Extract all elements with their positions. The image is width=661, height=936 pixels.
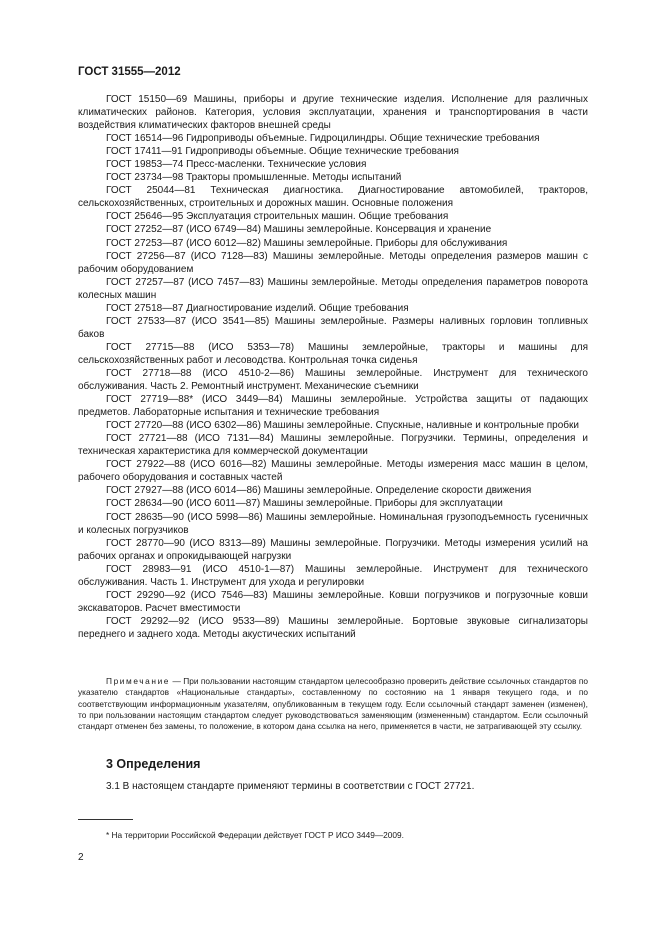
reference-item: ГОСТ 27533—87 (ИСО 3541—85) Машины землеройные. Размеры наливных горловин топливных баков [78,315,588,340]
section-heading: 3 Определения [106,757,201,771]
reference-item: ГОСТ 17411—91 Гидроприводы объемные. Общие технические требования [106,146,459,158]
section-paragraph: 3.1 В настоящем стандарте применяют термины в соответствии с ГОСТ 27721. [106,781,475,792]
reference-item: ГОСТ 27257—87 (ИСО 7457—83) Машины землеройные. Методы определения параметров поворота колесных машин [78,276,588,301]
reference-item: ГОСТ 16514—96 Гидроприводы объемные. Гидроцилиндры. Общие технические требования [106,133,540,145]
reference-item: ГОСТ 27715—88 (ИСО 5353—78) Машины землеройные, тракторы и машины для сельскохозяйственных работ и лесоводства. Контрольная точка сиденья [78,341,588,366]
reference-item: ГОСТ 27256—87 (ИСО 7128—83) Машины землеройные. Методы определения размеров машин с рабочим оборудованием [78,250,588,275]
reference-item: ГОСТ 27721—88 (ИСО 7131—84) Машины землеройные. Погрузчики. Термины, определения и техническая характеристика для коммерческой документации [78,433,588,458]
page-number: 2 [78,852,84,863]
reference-item: ГОСТ 27720—88 (ИСО 6302—86) Машины землеройные. Спускные, наливные и контрольные пробки [106,420,579,432]
reference-item: ГОСТ 27718—88 (ИСО 4510-2—86) Машины землеройные. Инструмент для технического обслуживания. Часть 2. Ремонтный инструмент. Механические съемники [78,367,588,393]
reference-item: ГОСТ 28635—90 (ИСО 5998—86) Машины землеройные. Номинальная грузоподъемность гусеничных и колесных погрузчиков [78,511,588,536]
reference-item: ГОСТ 28770—90 (ИСО 8313—89) Машины землеройные. Погрузчики. Методы измерения усилий на рабочих органах и опрокидывающей нагрузки [78,537,588,562]
reference-item: ГОСТ 29290—92 (ИСО 7546—83) Машины землеройные. Ковши погрузчиков и погрузочные ковши экскаваторов. Расчет вместимости [78,589,588,614]
reference-item: ГОСТ 29292—92 (ИСО 9533—89) Машины землеройные. Бортовые звуковые сигнализаторы переднего и заднего хода. Методы акустических испытаний [78,615,588,640]
reference-item: ГОСТ 27253—87 (ИСО 6012—82) Машины землеройные. Приборы для обслуживания [106,237,508,249]
reference-item: ГОСТ 25646—95 Эксплуатация строительных машин. Общие требования [106,211,449,223]
reference-item: ГОСТ 27719—88* (ИСО 3449—84) Машины землеройные. Устройства защиты от падающих предметов. Лабораторные испытания и технические требования [78,394,588,419]
reference-item: ГОСТ 23734—98 Тракторы промышленные. Методы испытаний [106,172,402,184]
reference-item: ГОСТ 15150—69 Машины, приборы и другие технические изделия. Исполнение для различных климатических районов. Категория, условия эксплуатации, хранения и транспортирования в части воздействия климатических факторов внешней среды [78,94,588,132]
reference-item: ГОСТ 27252—87 (ИСО 6749—84) Машины землеройные. Консервация и хранение [106,224,492,236]
normative-references-list [78,93,588,641]
note-paragraph [78,676,588,732]
note-label: Примечание [106,676,171,686]
reference-item: ГОСТ 19853—74 Пресс-масленки. Технические условия [106,159,367,171]
reference-item: ГОСТ 27927—88 (ИСО 6014—86) Машины землеройные. Определение скорости движения [106,485,532,497]
page-header-title: ГОСТ 31555—2012 [78,66,181,78]
note-text: — При пользовании настоящим стандартом целесообразно проверить действие ссылочных стандартов по указателю стандартов «Национальные стандарты», составленному по состоянию на 1 января текущего года, и по соответствующим информационным указателям, опубликованным в текущем году. Если ссылочный стандарт заменен (изменен), то при пользовании настоящим стандартом следует руководствоваться заменяющим (измененным) стандартом. Если ссылочный стандарт отменен без замены, то положение, в котором дана ссылка на него, применяется в части, не затрагивающей эту ссылку. [78,676,588,732]
reference-item: ГОСТ 27518—87 Диагностирование изделий. Общие требования [106,302,409,314]
footnote-text: * На территории Российской Федерации действует ГОСТ Р ИСО 3449—2009. [106,830,404,840]
reference-item: ГОСТ 25044—81 Техническая диагностика. Диагностирование автомобилей, тракторов, сельскохозяйственных, строительных и дорожных машин. Основные положения [78,185,588,210]
reference-item: ГОСТ 28983—91 (ИСО 4510-1—87) Машины землеройные. Инструмент для технического обслуживания. Часть 1. Инструмент для ухода и регулировки [78,563,588,588]
reference-item: ГОСТ 28634—90 (ИСО 6011—87) Машины землеройные. Приборы для эксплуатации [106,498,503,510]
reference-item: ГОСТ 27922—88 (ИСО 6016—82) Машины землеройные. Методы измерения масс машин в целом, рабочего оборудования и составных частей [78,459,588,484]
footnote-divider [78,819,133,820]
